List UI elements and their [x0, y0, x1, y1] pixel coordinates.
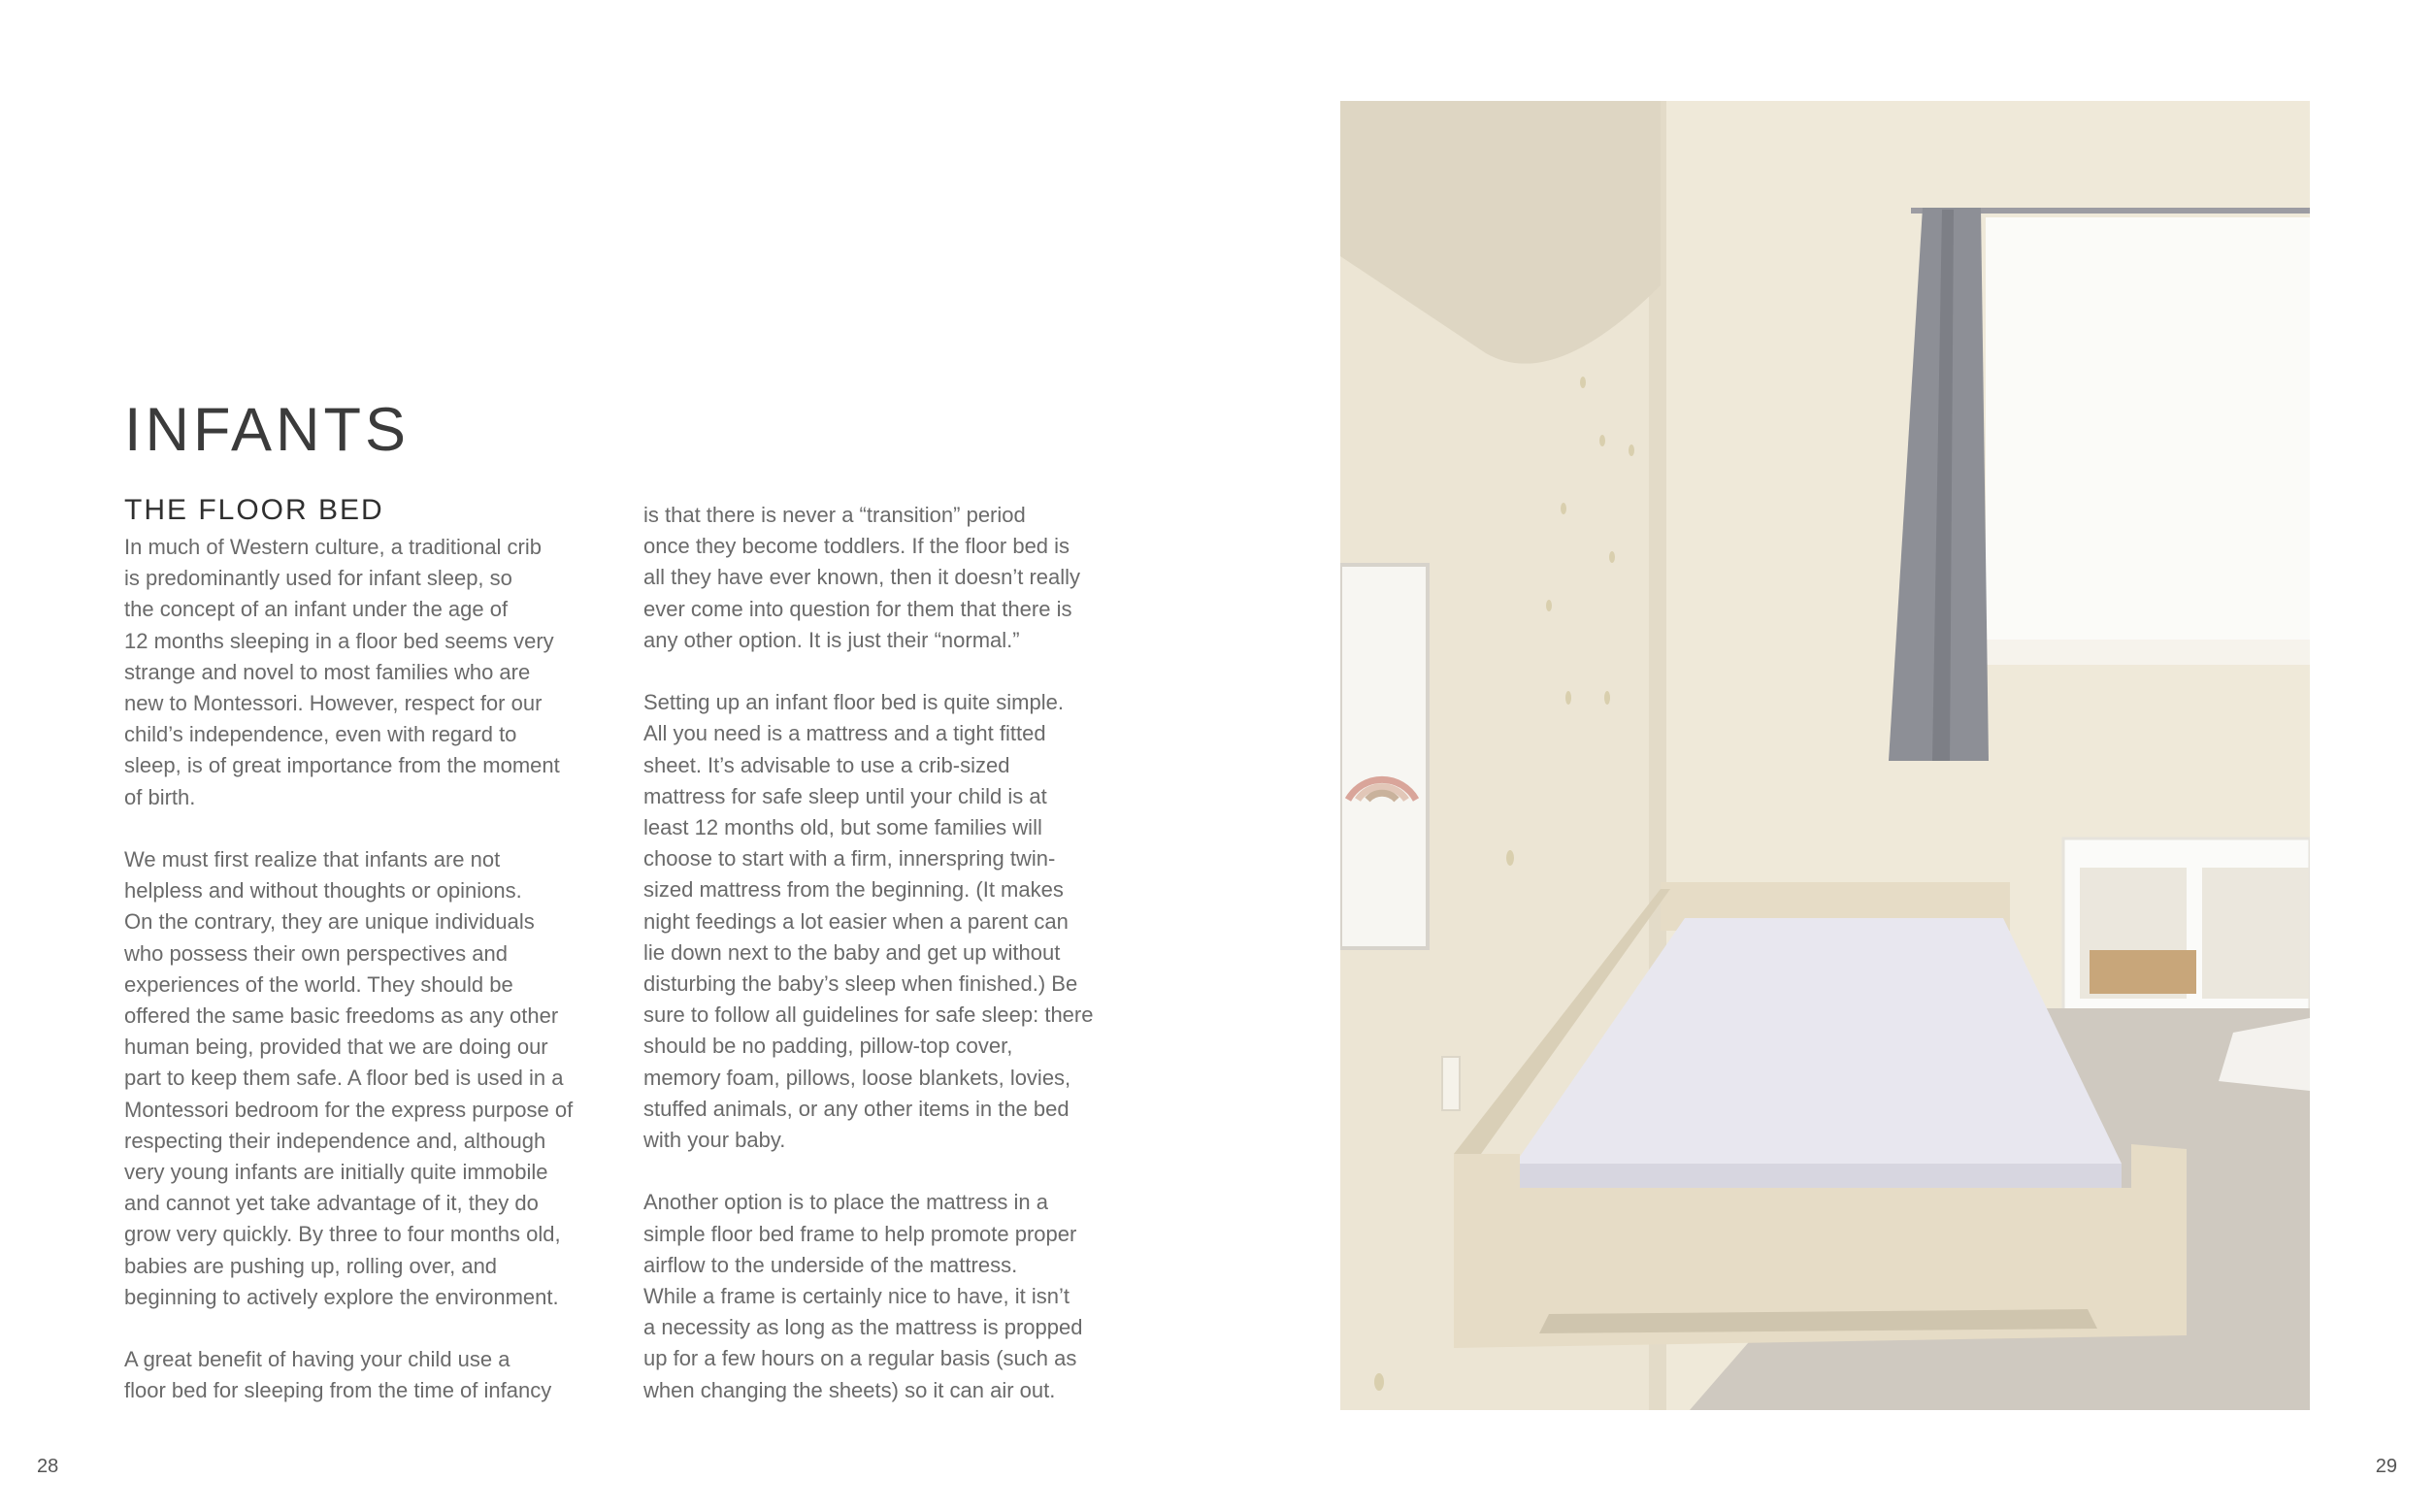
text-column-right: [643, 500, 1109, 1437]
paragraph: A great benefit of having your child use a floor bed for sleeping from the time of infancy: [124, 1347, 552, 1403]
paragraph: Another option is to place the mattress in a simple floor bed frame to help promote proper airflow to the underside of the mattress. While a frame is certainly nice to have, it isn’t a necessity as long as the mattress is propped up for a few hours on a regular basis (such as when changing the sheets) so it can air out.: [643, 1190, 1083, 1402]
window: [1986, 217, 2310, 644]
bedroom-illustration: [1340, 101, 2310, 1410]
page-number-right: 29: [2375, 1456, 2397, 1477]
page-number-left: 28: [37, 1456, 59, 1477]
text-column-left: [124, 532, 590, 1438]
window-sill: [1976, 640, 2310, 665]
framed-print: [1340, 565, 1428, 948]
paragraph: is that there is never a “transition” period once they become toddlers. If the floor bed is all they have ever known, then it doesn’t really ever come into question for them that there is any other option. It is just their “normal.”: [643, 503, 1081, 652]
paragraph: In much of Western culture, a traditional crib is predominantly used for infant sleep, so the concept of an infant under the age of 12 months sleeping in a floor bed seems very strange and novel to most families who are new to Montessori. However, respect for our child’s independence, even with regard to sleep, is of great importance from the moment of birth.: [124, 535, 560, 809]
section-title: INFANTS: [124, 396, 411, 464]
mattress-side: [1515, 1164, 2122, 1188]
paragraph: Setting up an infant floor bed is quite simple. All you need is a mattress and a tight fitted sheet. It’s advisable to use a crib-sized mattress for safe sleep until your child is at least 12 months old, but some families will choose to start with a firm, innerspring twin- sized mattress from the beginning. (It makes night feedings a lot easier when a parent can lie down next to the baby and get up without disturbing the baby’s sleep when finished.) Be sure to follow all guidelines for safe sleep: there should be no padding, pillow-top cover, memory foam, pillows, loose blankets, lovies, stuffed animals, or any other items in the bed with your baby.: [643, 690, 1094, 1153]
shelf-cubby: [2202, 868, 2309, 999]
subheading: THE FLOOR BED: [124, 494, 384, 526]
basket: [2090, 950, 2196, 994]
bedroom-photo: [1340, 101, 2310, 1410]
wall-outlet: [1442, 1057, 1460, 1110]
paragraph: We must first realize that infants are not helpless and without thoughts or opinions. On the contrary, they are unique individuals who possess their own perspectives and experiences of the world. They should be offered the same basic freedoms as any other human being, provided that we are doing our part to keep them safe. A floor bed is used in a Montessori bedroom for the express purpose of respecting their independence and, although very young infants are initially quite immobile and cannot yet take advantage of it, they do grow very quickly. By three to four months old, babies are pushing up, rolling over, and beginning to actively explore the environment.: [124, 847, 574, 1309]
